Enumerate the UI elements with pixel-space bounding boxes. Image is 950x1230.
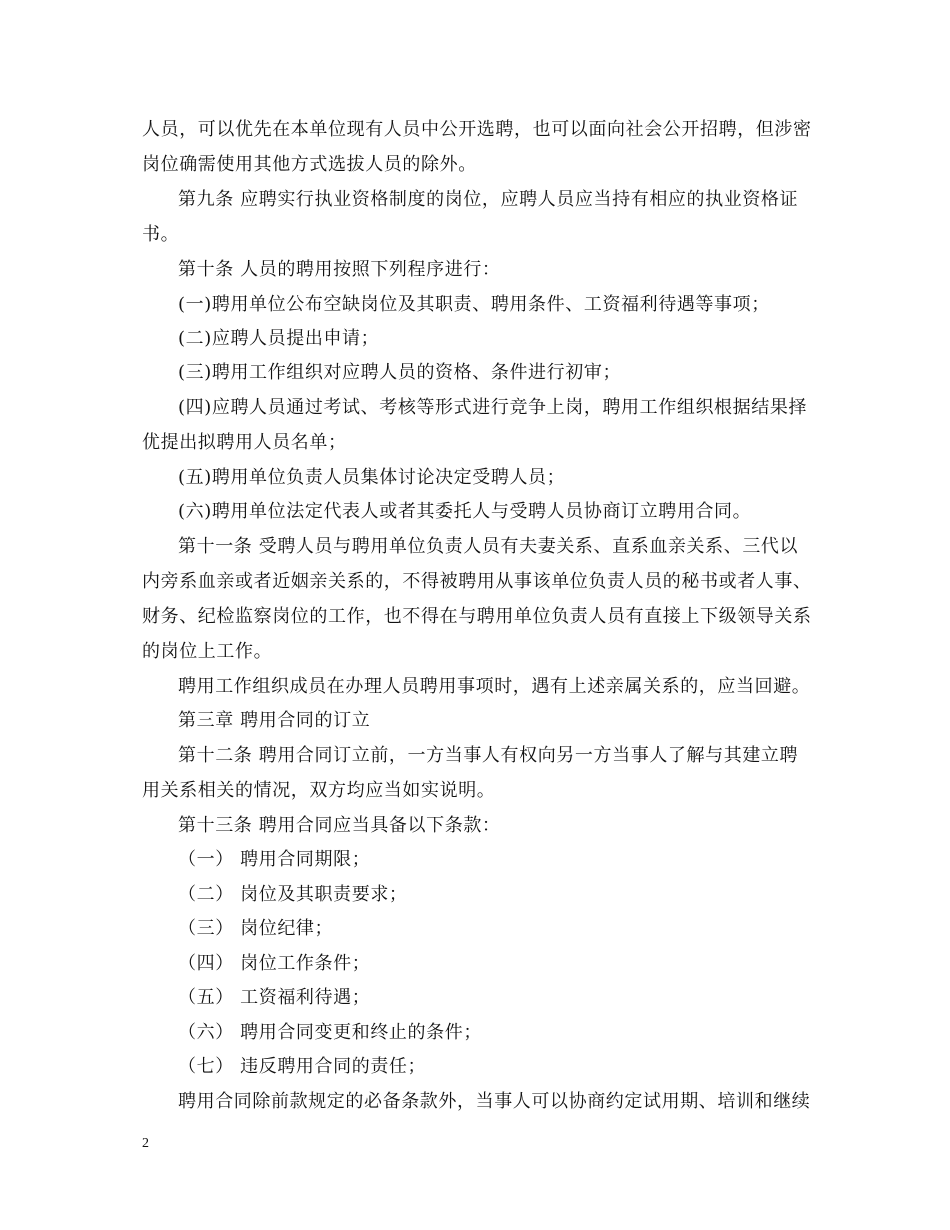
article-10: 第十条 人员的聘用按照下列程序进行：: [178, 259, 501, 280]
article-9: 第九条 应聘实行执业资格制度的岗位，应聘人员应当持有相应的执业资格证: [178, 189, 799, 210]
list-item: (一)聘用单位公布空缺岗位及其职责、聘用条件、工资福利待遇等事项；: [178, 294, 770, 315]
list-item: （五） 工资福利待遇；: [178, 987, 371, 1008]
article-13: 第十三条 聘用合同应当具备以下条款：: [178, 815, 501, 836]
text-line: 人员，可以优先在本单位现有人员中公开选聘，也可以面向社会公开招聘，但涉密: [142, 119, 812, 140]
list-item: （四） 岗位工作条件；: [178, 953, 371, 974]
list-item: (三)聘用工作组织对应聘人员的资格、条件进行初审；: [178, 362, 622, 383]
list-item: （三） 岗位纪律；: [178, 918, 334, 939]
article-12: 第十二条 聘用合同订立前，一方当事人有权向另一方当事人了解与其建立聘: [178, 745, 799, 766]
paragraph: 聘用合同除前款规定的必备条款外，当事人可以协商约定试用期、培训和继续: [178, 1091, 811, 1112]
text-line: 用关系相关的情况，双方均应当如实说明。: [142, 780, 496, 801]
list-item: (六)聘用单位法定代表人或者其委托人与受聘人员协商订立聘用合同。: [178, 501, 752, 522]
chapter-heading: 第三章 聘用合同的订立: [178, 710, 371, 731]
text-line: 优提出拟聘用人员名单；: [142, 432, 347, 453]
text-line: 的岗位上工作。: [142, 641, 273, 662]
article-11: 第十一条 受聘人员与聘用单位负责人员有夫妻关系、直系血亲关系、三代以: [178, 536, 799, 557]
list-item: (四)应聘人员通过考试、考核等形式进行竞争上岗，聘用工作组织根据结果择: [178, 397, 808, 418]
list-item: （七） 违反聘用合同的责任；: [178, 1056, 427, 1077]
text-line: 岗位确需使用其他方式选拔人员的除外。: [142, 154, 477, 175]
text-line: 财务、纪检监察岗位的工作，也不得在与聘用单位负责人员有直接上下级领导关系: [142, 606, 812, 627]
list-item: （一） 聘用合同期限；: [178, 849, 371, 870]
page-number: 2: [142, 1136, 149, 1151]
list-item: (五)聘用单位负责人员集体讨论决定受聘人员；: [178, 467, 566, 488]
list-item: （二） 岗位及其职责要求；: [178, 884, 408, 905]
paragraph: 聘用工作组织成员在办理人员聘用事项时，遇有上述亲属关系的，应当回避。: [178, 676, 811, 697]
list-item: （六） 聘用合同变更和终止的条件；: [178, 1022, 482, 1043]
text-line: 书。: [142, 224, 180, 245]
list-item: (二)应聘人员提出申请；: [178, 328, 380, 349]
text-line: 内旁系血亲或者近姻亲关系的，不得被聘用从事该单位负责人员的秘书或者人事、: [142, 571, 812, 592]
